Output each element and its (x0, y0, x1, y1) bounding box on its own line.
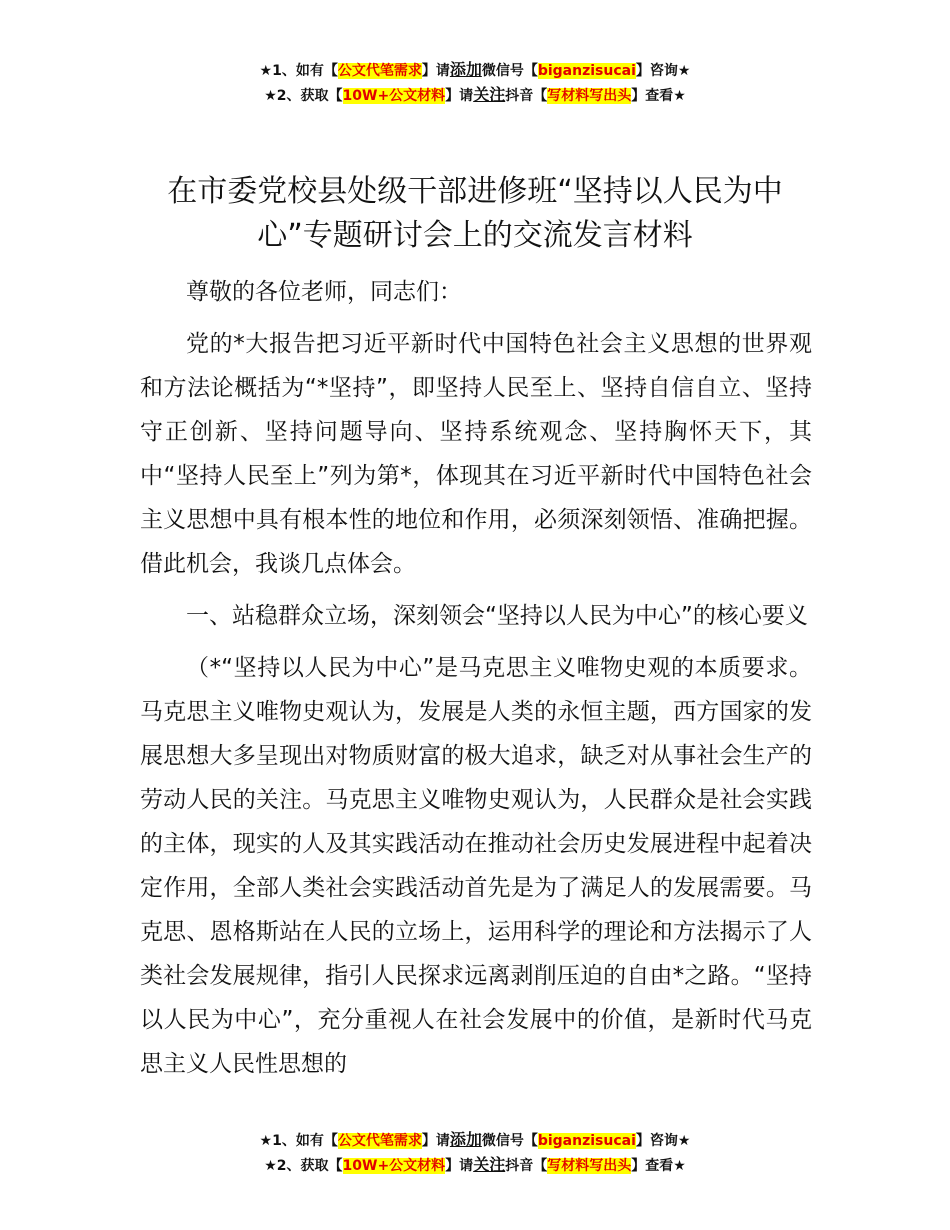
promo-line-2-mid2: 抖音【 (505, 88, 548, 104)
promo-emphasis-follow: 关注 (473, 1155, 506, 1174)
promo-emphasis-add: 添加 (449, 1130, 482, 1149)
document-body (140, 270, 812, 1086)
promo-banner-bottom (0, 1128, 950, 1178)
promo-line-2-suffix: 】查看★ (631, 88, 686, 104)
document-title: 在市委党校县处级干部进修班“坚持以人民为中心”专题研讨会上的交流发言材料 (167, 174, 783, 253)
promo-line-1-prefix: ★1、如有【 (259, 1133, 338, 1149)
promo-highlight-materials: 10W+公文材料 (342, 1158, 446, 1174)
section-heading: 一、站稳群众立场，深刻领会“坚持以人民为中心”的核心要义 (186, 603, 808, 629)
promo-line-2-mid2: 抖音【 (505, 1158, 548, 1174)
body-paragraph: 党的*大报告把习近平新时代中国特色社会主义思想的世界观和方法论概括为“*坚持”，即坚持人民至上、坚持自信自立、坚持守正创新、坚持问题导向、坚持系统观念、坚持胸怀天下，其中“坚持人民至上”列为第*，体现其在习近平新时代中国特色社会主义思想中具有根本性的地位和作用，必须深刻领悟、准确把握。借此机会，我谈几点体会。 (140, 331, 812, 577)
promo-highlight-douyin-id: 写材料写出头 (547, 88, 632, 104)
promo-line-1 (0, 58, 950, 83)
promo-line-1-mid2: 微信号【 (481, 63, 538, 79)
promo-line-2 (0, 1153, 950, 1178)
promo-banner-top (0, 58, 950, 108)
promo-line-1-prefix: ★1、如有【 (259, 63, 338, 79)
promo-line-1-mid: 】请 (421, 63, 450, 79)
promo-line-2-prefix: ★2、获取【 (264, 1158, 343, 1174)
promo-line-1-suffix: 】咨询★ (635, 63, 691, 79)
promo-line-2-mid: 】请 (445, 88, 474, 104)
promo-line-2-prefix: ★2、获取【 (264, 88, 343, 104)
promo-emphasis-add: 添加 (449, 60, 482, 79)
promo-line-1-suffix: 】咨询★ (635, 1133, 691, 1149)
promo-line-2-suffix: 】查看★ (631, 1158, 686, 1174)
promo-line-2-mid: 】请 (445, 1158, 474, 1174)
promo-emphasis-follow: 关注 (473, 85, 506, 104)
body-paragraph: （*“坚持以人民为中心”是马克思主义唯物史观的本质要求。马克思主义唯物史观认为，发展是人类的永恒主题，西方国家的发展思想大多呈现出对物质财富的极大追求，缺乏对从事社会生产的劳动人民的关注。马克思主义唯物史观认为，人民群众是社会实践的主体，现实的人及其实践活动在推动社会历史发展进程中起着决定作用，全部人类社会实践活动首先是为了满足人的发展需要。马克思、恩格斯站在人民的立场上，运用科学的理论和方法揭示了人类社会发展规律，指引人民探求远离剥削压迫的自由*之路。“坚持以人民为中心”，充分重视人在社会发展中的价值，是新时代马克思主义人民性思想的 (140, 655, 812, 1077)
promo-line-1-mid: 】请 (421, 1133, 450, 1149)
promo-highlight-wechat-id: biganzisucai (537, 63, 636, 79)
promo-highlight-service: 公文代笔需求 (337, 63, 422, 79)
promo-highlight-service: 公文代笔需求 (337, 1133, 422, 1149)
promo-line-2 (0, 83, 950, 108)
promo-line-1 (0, 1128, 950, 1153)
promo-line-1-mid2: 微信号【 (481, 1133, 538, 1149)
promo-highlight-materials: 10W+公文材料 (342, 88, 446, 104)
promo-highlight-wechat-id: biganzisucai (537, 1133, 636, 1149)
salutation: 尊敬的各位老师，同志们： (186, 279, 462, 305)
promo-highlight-douyin-id: 写材料写出头 (547, 1158, 632, 1174)
